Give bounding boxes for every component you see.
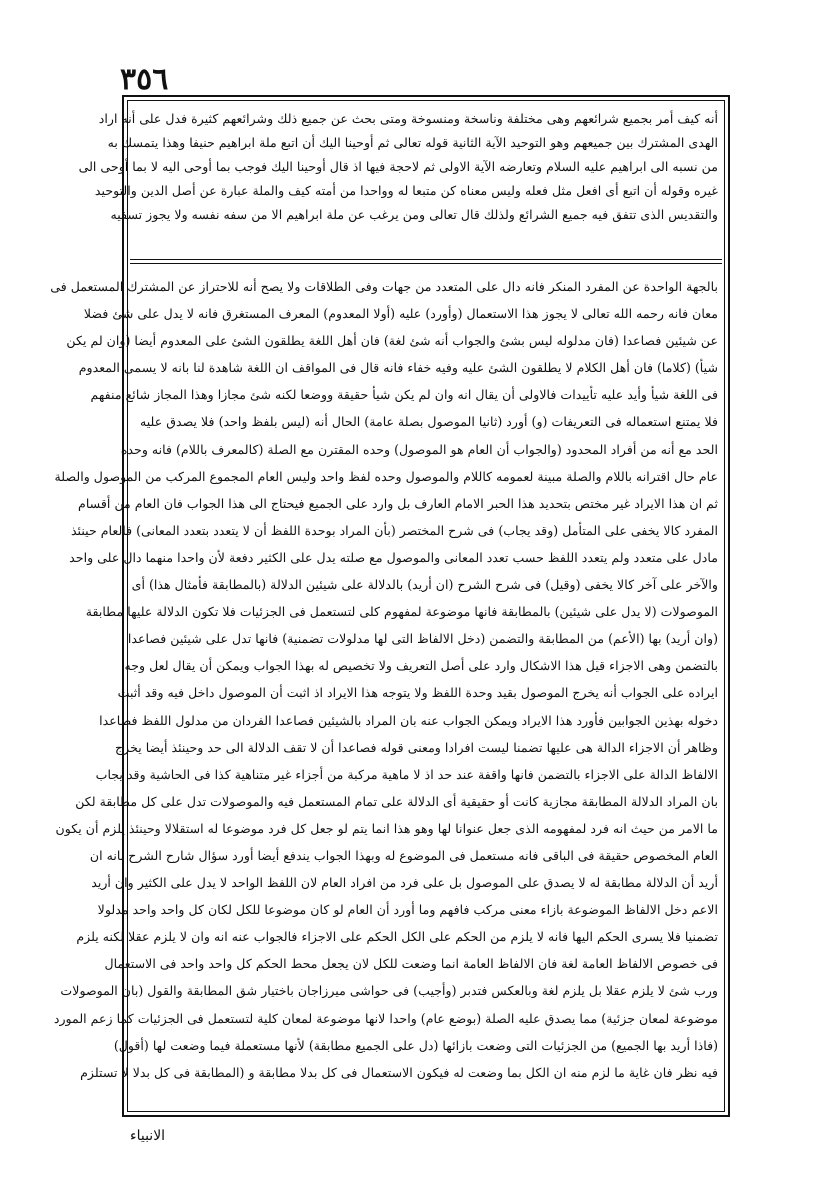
gloss-block [50, 273, 718, 1107]
gloss-line: الالفاظ الدالة على الاجزاء بالتضمن فانها واقفة عند حد اذ لا ماهية مركبة من أجزاء غير متناهية كذا فى الحاشية وقد يجاب [95, 766, 718, 782]
page-frame [50, 95, 730, 1117]
gloss-line: ايراده على الجواب أنه يخرج الموصول بقيد وحدة اللفظ ولا يتوجه هذا الايراد اذ اثبت أن الموصول داخل فيه وقد أثبت [117, 685, 718, 701]
gloss-line: تضمنيا فلا يسرى الحكم اليها فانه لا يلزم من الحكم على الكل الحكم على الاجزاء فالجواب عنه انه وان لا يلزم عقلا لكنه يلزم [76, 929, 718, 945]
gloss-line: ورب شئ لا يلزم عقلا بل يلزم لغة وبالعكس فتدبر (وأجيب) فى حواشى ميرزاجان باختيار شق المطابقة والقول (بان الموصولات [60, 983, 718, 999]
gloss-line: الموصولات (لا يدل على شيئين) بالمطابقة فانها موضوعة لمفهوم كلى لتستعمل فى الجزئيات فلا تكون الدلالة عليها مطابقة [85, 604, 718, 620]
gloss-line: بالجهة الواحدة عن المفرد المنكر فانه دال على المتعدد من جهات وفى الطلاقات ولا يصح أنه للاحتراز عن المشترك المستعمل فى [50, 279, 718, 294]
gloss-line: موضوعة لمعان جزئية) مما يصدق عليه الصلة (بوضع عام) واحدا لانها موضوعة لمعان كلية لتستعمل فى الجزئيات كما زعم المورد [53, 1010, 718, 1026]
page-number: ٣٥٦ [120, 62, 169, 97]
gloss-line: فى اللغة شيأ وأيد عليه تأييدات فالاولى أن يقال انه وان لم يكن شيأ حقيقة ووضعا لكنه شئ مجازا وهذا المجاز شائع منفهم [90, 387, 718, 403]
gloss-line: ما الامر من حيث انه فرد لمفهومه الذى جعل عنوانا لها وهو هذا انما يتم لو جعل كل فرد موضوعا له استقلالا وحينئذ يلزم أن يكون [55, 820, 718, 836]
gloss-line: أريد أن الدلالة مطابقة له لا يصدق على الموصول بل على فرد من افراد العام لان اللفظ الواحد لا يدل على الكثير وان أريد [91, 875, 718, 891]
gloss-line: (فاذا أريد بها الجميع) من الجزئيات التى وضعت بازائها (دل على الجميع مطابقة) لأنها مستعملة فيما وضعت لها (أقول) [113, 1037, 718, 1053]
gloss-line: وظاهر أن الاجزاء الدالة هى عليها تضمنا ليست افرادا ومعنى قوله فصاعدا أن لا تقف الدلالة الى حد وحينئذ أيضا يخرج [115, 739, 718, 755]
commentary-line: أنه كيف أمر بجميع شرائعهم وهى مختلفة وناسخة ومنسوخة ومتى بحث عن جميع ذلك وشرائعهم كثيرة فدل على أنه اراد [98, 111, 718, 126]
gloss-line: معان فانه رحمه الله تعالى لا يجوز هذا الاستعمال (وأورد) عليه (أولا المعدوم) المعرف المستغرق فانه لا يدل على شئ فضلا [83, 306, 718, 322]
gloss-line: عن شيئين فصاعدا (فان مدلوله ليس بشئ والجواب أنه شئ لغة) فان أهل اللغة يطلقون الشئ على المعدوم أيضا (وان لم يكن [66, 333, 718, 349]
gloss-line: شيأ) (كلاما) فان أهل الكلام لا يطلقون الشئ عليه وفيه خفاء فانه قال فى المواقف ان اللغة شاهدة لنا بانه لا يسمى المعدوم [78, 360, 718, 376]
section-divider [130, 259, 722, 260]
gloss-line: فيه نظر فان غاية ما لزم منه ان الكل بما وضعت له فيكون الاستعمال فى كل بدلا مطابقة و (المطابقة فى كل بدلا لا تستلزم [80, 1064, 718, 1080]
section-divider-second [130, 263, 722, 264]
gloss-line: المفرد كالا يخفى على المتأمل (وقد يجاب) فى شرح المختصر (بأن المراد بوحدة اللفظ أن لا يتعدد بتعدد المعانى) فالعام حينئذ [70, 522, 718, 538]
gloss-line: دخوله بهذين الجوابين فأورد هذا الايراد ويمكن الجواب عنه بان المراد بالشيئين فصاعدا الفردان من مدلول اللفظ فصاعدا [99, 712, 718, 728]
catchword: الانبياء [130, 1128, 166, 1144]
commentary-line: غيره وقوله أن اتبع أى افعل مثل فعله وليس معناه كن متبعا له وواحدا من أمته كيف والملة عبارة عن أصل الدين والتوحيد [94, 183, 718, 198]
gloss-line: بالتضمن وهى الاجزاء قيل هذا الاشكال وارد على أصل التعريف ولا تخصيص له بهذا الجواب ويمكن أن يقال لعل وجه [124, 658, 718, 674]
gloss-line: والآخر على آخر كالا يخفى (وقيل) فى شرح الشرح (ان أريد) بالدلالة على شيئين الدلالة (بالمطابقة فأمثال هذا) أى [131, 577, 718, 593]
commentary-line: من نسبه الى ابراهيم عليه السلام وتعارضه الآية الاولى ثم لاحجة فيها اذ قال أوحينا اليك فوجب بما أوحى اليه لا بما أوحى الى [78, 159, 718, 174]
gloss-line: عام حال اقترانه باللام والصلة مبينة لعمومه كاللام والموصول وحده لفظ واحد وليس العام المجموع المركب من الموصول والصلة [54, 468, 718, 484]
commentary-line: والتقديس الذى تتفق فيه جميع الشرائع ولذلك قال تعالى ومن يرغب عن ملة ابراهيم الا من سفه نفسه ولا يجوز تسفيه [110, 207, 718, 222]
commentary-line: الهدى المشترك بين جميعهم وهو التوحيد الآية الثانية قوله تعالى ثم أوحينا اليك أن اتبع ملة ابراهيم حنيفا وهذا يتمسك به [107, 135, 718, 150]
gloss-line: بان المراد الدلالة المطابقة مجازية كانت أو حقيقية أى الدلالة على تمام المستعمل فيه والموصولات تدل على كل مطابقة لكن [75, 793, 718, 809]
gloss-line: ثم ان هذا الايراد غير مختص بتحديد هذا الحبر الامام العارف بل وارد على الجميع فيحتاج الى هذا الجواب فان العام من أقسام [78, 495, 718, 511]
gloss-line: (وان أريد) بها (الأعم) من المطابقة والتضمن (دخل الالفاظ التى لها مدلولات تضمنية) فانها تدل على شيئين فصاعدا [127, 631, 718, 647]
gloss-line: فى خصوص الالفاظ العامة لغة فان الالفاظ العامة انما وضعت للكل لان يجعل محط الحكم كل واحد واحد فى الاستعمال [104, 956, 718, 972]
gloss-line: مادل على متعدد ولم يتعدد اللفظ حسب تعدد المعانى والموصول مع صلته يدل على الكثير دفعة لأن واحدا منهما دال على واحد [69, 549, 718, 565]
commentary-block [78, 107, 718, 253]
gloss-line: الاعم دخل الالفاظ الموضوعة بازاء معنى مركب فافهم وما أورد أن العام لو كان موضوعا للكل لكان كل واحد واحد مدلولا [97, 902, 718, 918]
gloss-line: فلا يمتنع استعماله فى التعريفات (و) أورد (ثانيا الموصول بصلة عامة) الحال أنه (ليس بلفظ واحد) فلا يصدق عليه [139, 414, 718, 430]
gloss-line: الحد مع أنه من أفراد المحدود (والجواب أن العام هو الموصول) وحده المقترن مع الصلة (كالمعرف باللام) فانه وحده [120, 441, 718, 457]
gloss-line: العام المخصوص حقيقة فى الباقى فانه مستعمل فى الموضوع له وبهذا الجواب يندفع أيضا أورد سؤال شارح الشرح بانه ان [89, 847, 718, 863]
